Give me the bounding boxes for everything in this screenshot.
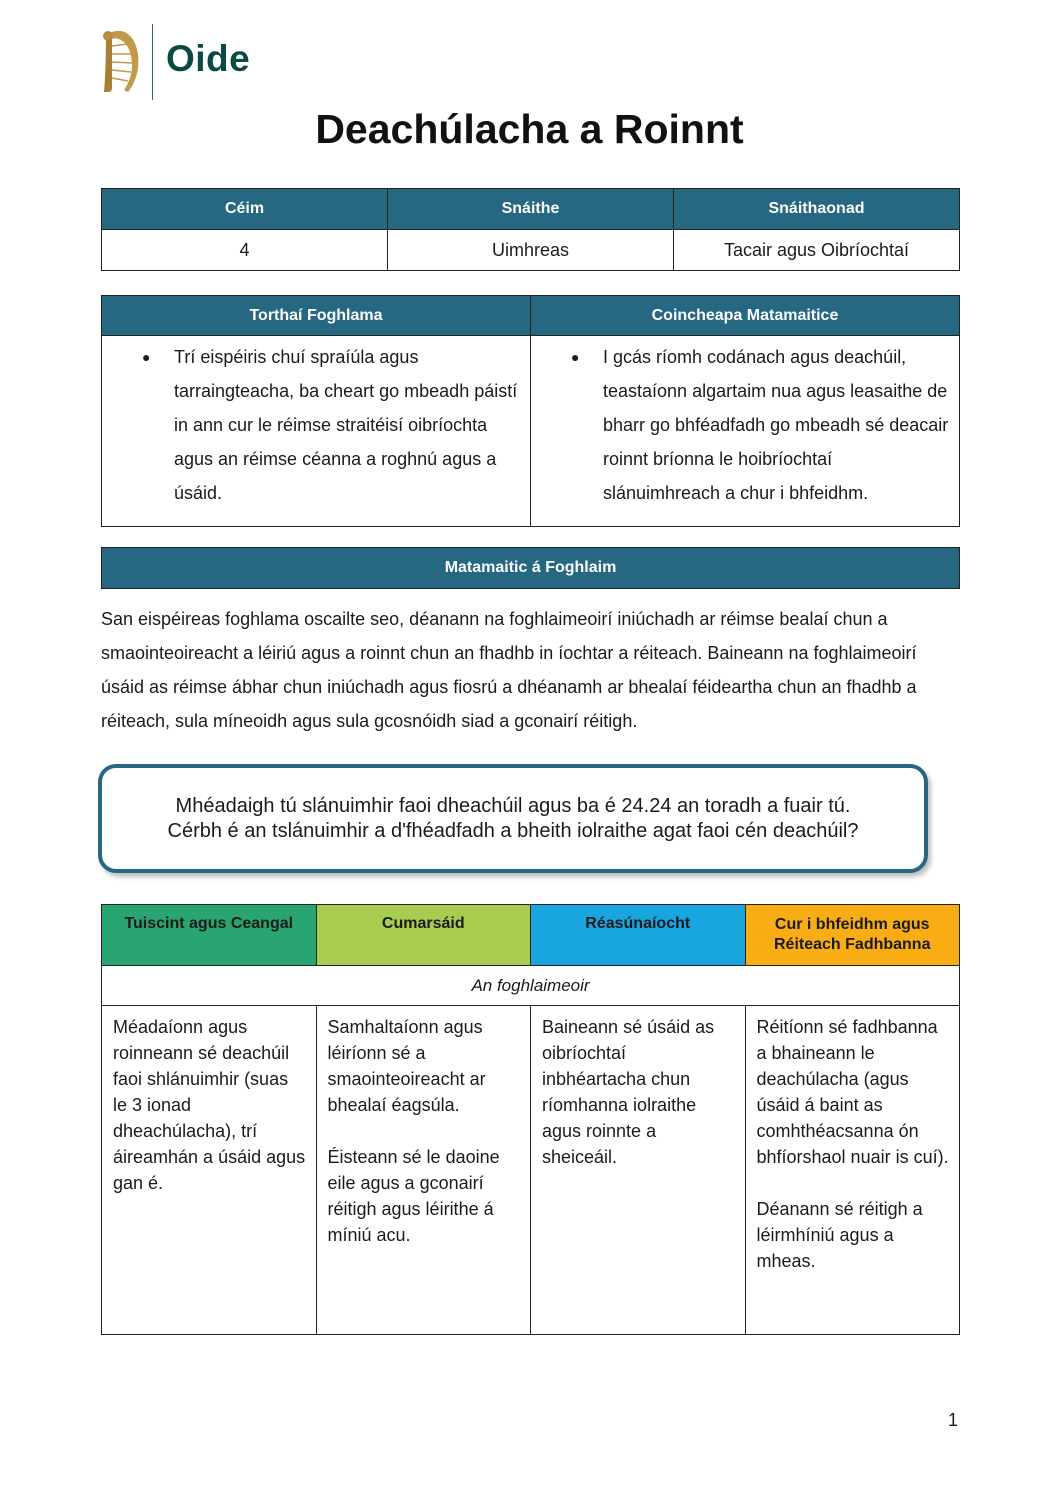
outcomes-table — [101, 295, 960, 527]
logo-wordmark: Oide — [166, 38, 251, 79]
learning-paragraph: San eispéireas foghlama oscailte seo, déanann na foghlaimeoirí iniúchadh ar réimse bealaí chun a smaointeoireacht a léiriú agus a roinnt chun an fhadhb in íochtar a réiteach. Baineann na foghlaimeoirí úsáid as réimse ábhar chun iniúchadh agus fiosrú a dhéanamh ar bhealaí féideartha chun an fhadhb a réiteach, sula míneoidh agus sula gcosnóidh siad a gconairí réitigh. — [101, 609, 917, 731]
header-snaithaonad: Snáithaonad — [674, 189, 960, 230]
header-learning-outcomes: Torthaí Foghlama — [102, 296, 531, 336]
logo-divider — [152, 24, 153, 100]
header-ceim: Céim — [102, 189, 388, 230]
reasoning-description: Baineann sé úsáid as oibríochtaí inbhéartacha chun ríomhanna iolraithe agus roinnte a sheiceáil. — [531, 1006, 746, 1335]
harp-icon — [98, 28, 144, 96]
info-table — [101, 188, 960, 271]
bullet-icon: ● — [142, 349, 151, 365]
problem-line-2: Cérbh é an tslánuimhir a d'fhéadfadh a bheith iolraithe agat faoi cén deachúil? — [167, 819, 859, 842]
bullet-icon: ● — [571, 349, 580, 365]
header-problem-solving: Cur i bhfeidhm agus Réiteach Fadhbanna — [745, 905, 960, 966]
oide-logo — [98, 24, 278, 104]
learner-subheader: An foghlaimeoir — [102, 966, 960, 1006]
page-number: 1 — [947, 1410, 958, 1430]
standards-table — [101, 904, 960, 1335]
understanding-description: Méadaíonn agus roinneann sé deachúil faoi shlánuimhir (suas le 3 ionad dheachúlacha), trí áireamhán a úsáid agus gan é. — [102, 1006, 317, 1335]
math-concept-item: ● I gcás ríomh codánach agus deachúil, teastaíonn algartaim nua agus leasaithe de bharr go bhféadfadh go mbeadh sé deacair roinnt bríonna le hoibríochtaí slánuimhreach a chur i bhfeidhm. — [531, 340, 959, 510]
header-reasoning: Réasúnaíocht — [531, 905, 746, 966]
header-understanding: Tuiscint agus Ceangal — [102, 905, 317, 966]
value-ceim: 4 — [102, 230, 388, 271]
problem-line-1: Mhéadaigh tú slánuimhir faoi dheachúil agus ba é 24.24 an toradh a fuair tú. — [175, 794, 851, 817]
value-snaithe: Uimhreas — [388, 230, 674, 271]
header-communication: Cumarsáid — [316, 905, 531, 966]
learning-section-header — [101, 547, 960, 589]
problem-box — [98, 764, 928, 873]
problem-solving-description: Réitíonn sé fadhbanna a bhaineann le deachúlacha (agus úsáid á baint as comhthéacsanna ón bhfíorshaol nuair is cuí). Déanann sé réitigh a léirmhíniú agus a mheas. — [745, 1006, 960, 1335]
header-snaithe: Snáithe — [388, 189, 674, 230]
learning-outcome-item: ● Trí eispéiris chuí spraíúla agus tarraingteacha, ba cheart go mbeadh páistí in ann cur le réimse straitéisí oibríochta agus an réimse céanna a roghnú agus a úsáid. — [102, 340, 530, 510]
value-snaithaonad: Tacair agus Oibríochtaí — [674, 230, 960, 271]
learning-section-title: Matamaitic á Foghlaim — [102, 548, 960, 589]
page-title: Deachúlacha a Roinnt — [315, 106, 744, 152]
communication-description: Samhaltaíonn agus léiríonn sé a smaointeoireacht ar bhealaí éagsúla. Éisteann sé le daoine eile agus a gconairí réitigh agus léirithe á míniú acu. — [316, 1006, 531, 1335]
header-math-concepts: Coincheapa Matamaitice — [531, 296, 960, 336]
